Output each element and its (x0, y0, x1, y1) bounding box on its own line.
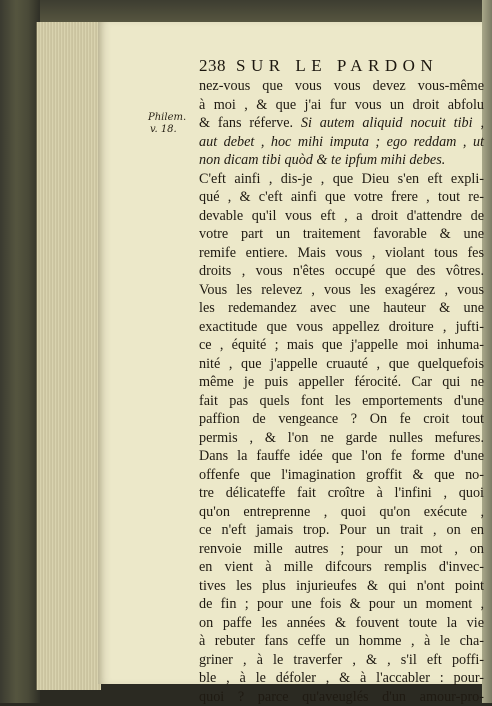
text-line: exactitude que vous appellez droiture , jufti- (199, 318, 484, 337)
text-line: renvoie mille autres ; pour un mot , on (199, 540, 484, 559)
text-line: & fans réferve. Si autem aliquid nocuit tibi , (199, 114, 484, 133)
page-header (199, 56, 479, 78)
margin-note-book: Philem. (148, 112, 198, 124)
text-line: offenfe que l'imagination groffit & que no- (199, 466, 484, 485)
margin-note-verse: v. 18. (150, 124, 200, 136)
text-line: non dicam tibi quòd & te ipfum mihi debes. (199, 151, 484, 170)
text-line: ce n'eft jamais trop. Pour un trait , on en (199, 521, 484, 540)
text-line: à moi , & que j'ai fur vous un droit abfolu (199, 96, 484, 115)
text-line: votre part un traitement favorable & une (199, 225, 484, 244)
text-line: droits , vous n'êtes occupé que des vôtres. (199, 262, 484, 281)
running-head: SUR LE PARDON (236, 56, 438, 75)
text-line: Dans la fauffe idée que l'on fe forme d'une (199, 447, 484, 466)
page-number: 238 (199, 56, 226, 75)
text-line: griner , à le traverfer , & , s'il eft poffi- (199, 651, 484, 670)
text-line: remife entiere. Mais vous , violant tous fes (199, 244, 484, 263)
text-line: les redemandez avec une hauteur & une (199, 299, 484, 318)
text-line: qué , & c'eft ainfi que votre frere , tout re- (199, 188, 484, 207)
text-line: nez-vous que vous vous devez vous-même (199, 77, 484, 96)
text-line: ce , équité ; mais que j'appelle moi inhuma- (199, 336, 484, 355)
text-line: nité , que j'appelle cruauté , que quelquefois (199, 355, 484, 374)
text-line: quoi ? parce qu'aveuglés d'un amour-pro- (199, 688, 484, 706)
text-line: qu'on entreprenne , quoi qu'on exécute , (199, 503, 484, 522)
page-edges (36, 22, 101, 690)
text-line: paffion de vengeance ? On fe croit tout (199, 410, 484, 429)
text-line: fait pas quels font les emportements d'une (199, 392, 484, 411)
text-line: de fin ; pour une fois & pour un moment , (199, 595, 484, 614)
body-text (199, 77, 484, 706)
text-line: tives les plus injurieufes & qui n'ont point (199, 577, 484, 596)
text-line: devable qu'il vous eft , a droit d'attendre de (199, 207, 484, 226)
text-line: C'eft ainfi , dis-je , que Dieu s'en eft expli- (199, 170, 484, 189)
text-line: ble , à le défoler , & à l'accabler : pour- (199, 669, 484, 688)
text-line: à rebuter fans ceffe un homme , à le cha- (199, 632, 484, 651)
text-line: en vient à mille difcours remplis d'invec- (199, 558, 484, 577)
text-line: permis , & l'on ne garde nulles mefures. (199, 429, 484, 448)
text-line: Vous les relevez , vous les exagérez , vous (199, 281, 484, 300)
text-line: tre délicateffe fait croître à l'infini , quoi (199, 484, 484, 503)
book-cover-left (0, 0, 40, 703)
text-line: aut debet , hoc mihi imputa ; ego reddam , ut (199, 133, 484, 152)
text-line: on paffe les années & fouvent toute la vie (199, 614, 484, 633)
text-line: même je puis appeller férocité. Car qui ne (199, 373, 484, 392)
book-cover-top (0, 0, 492, 22)
